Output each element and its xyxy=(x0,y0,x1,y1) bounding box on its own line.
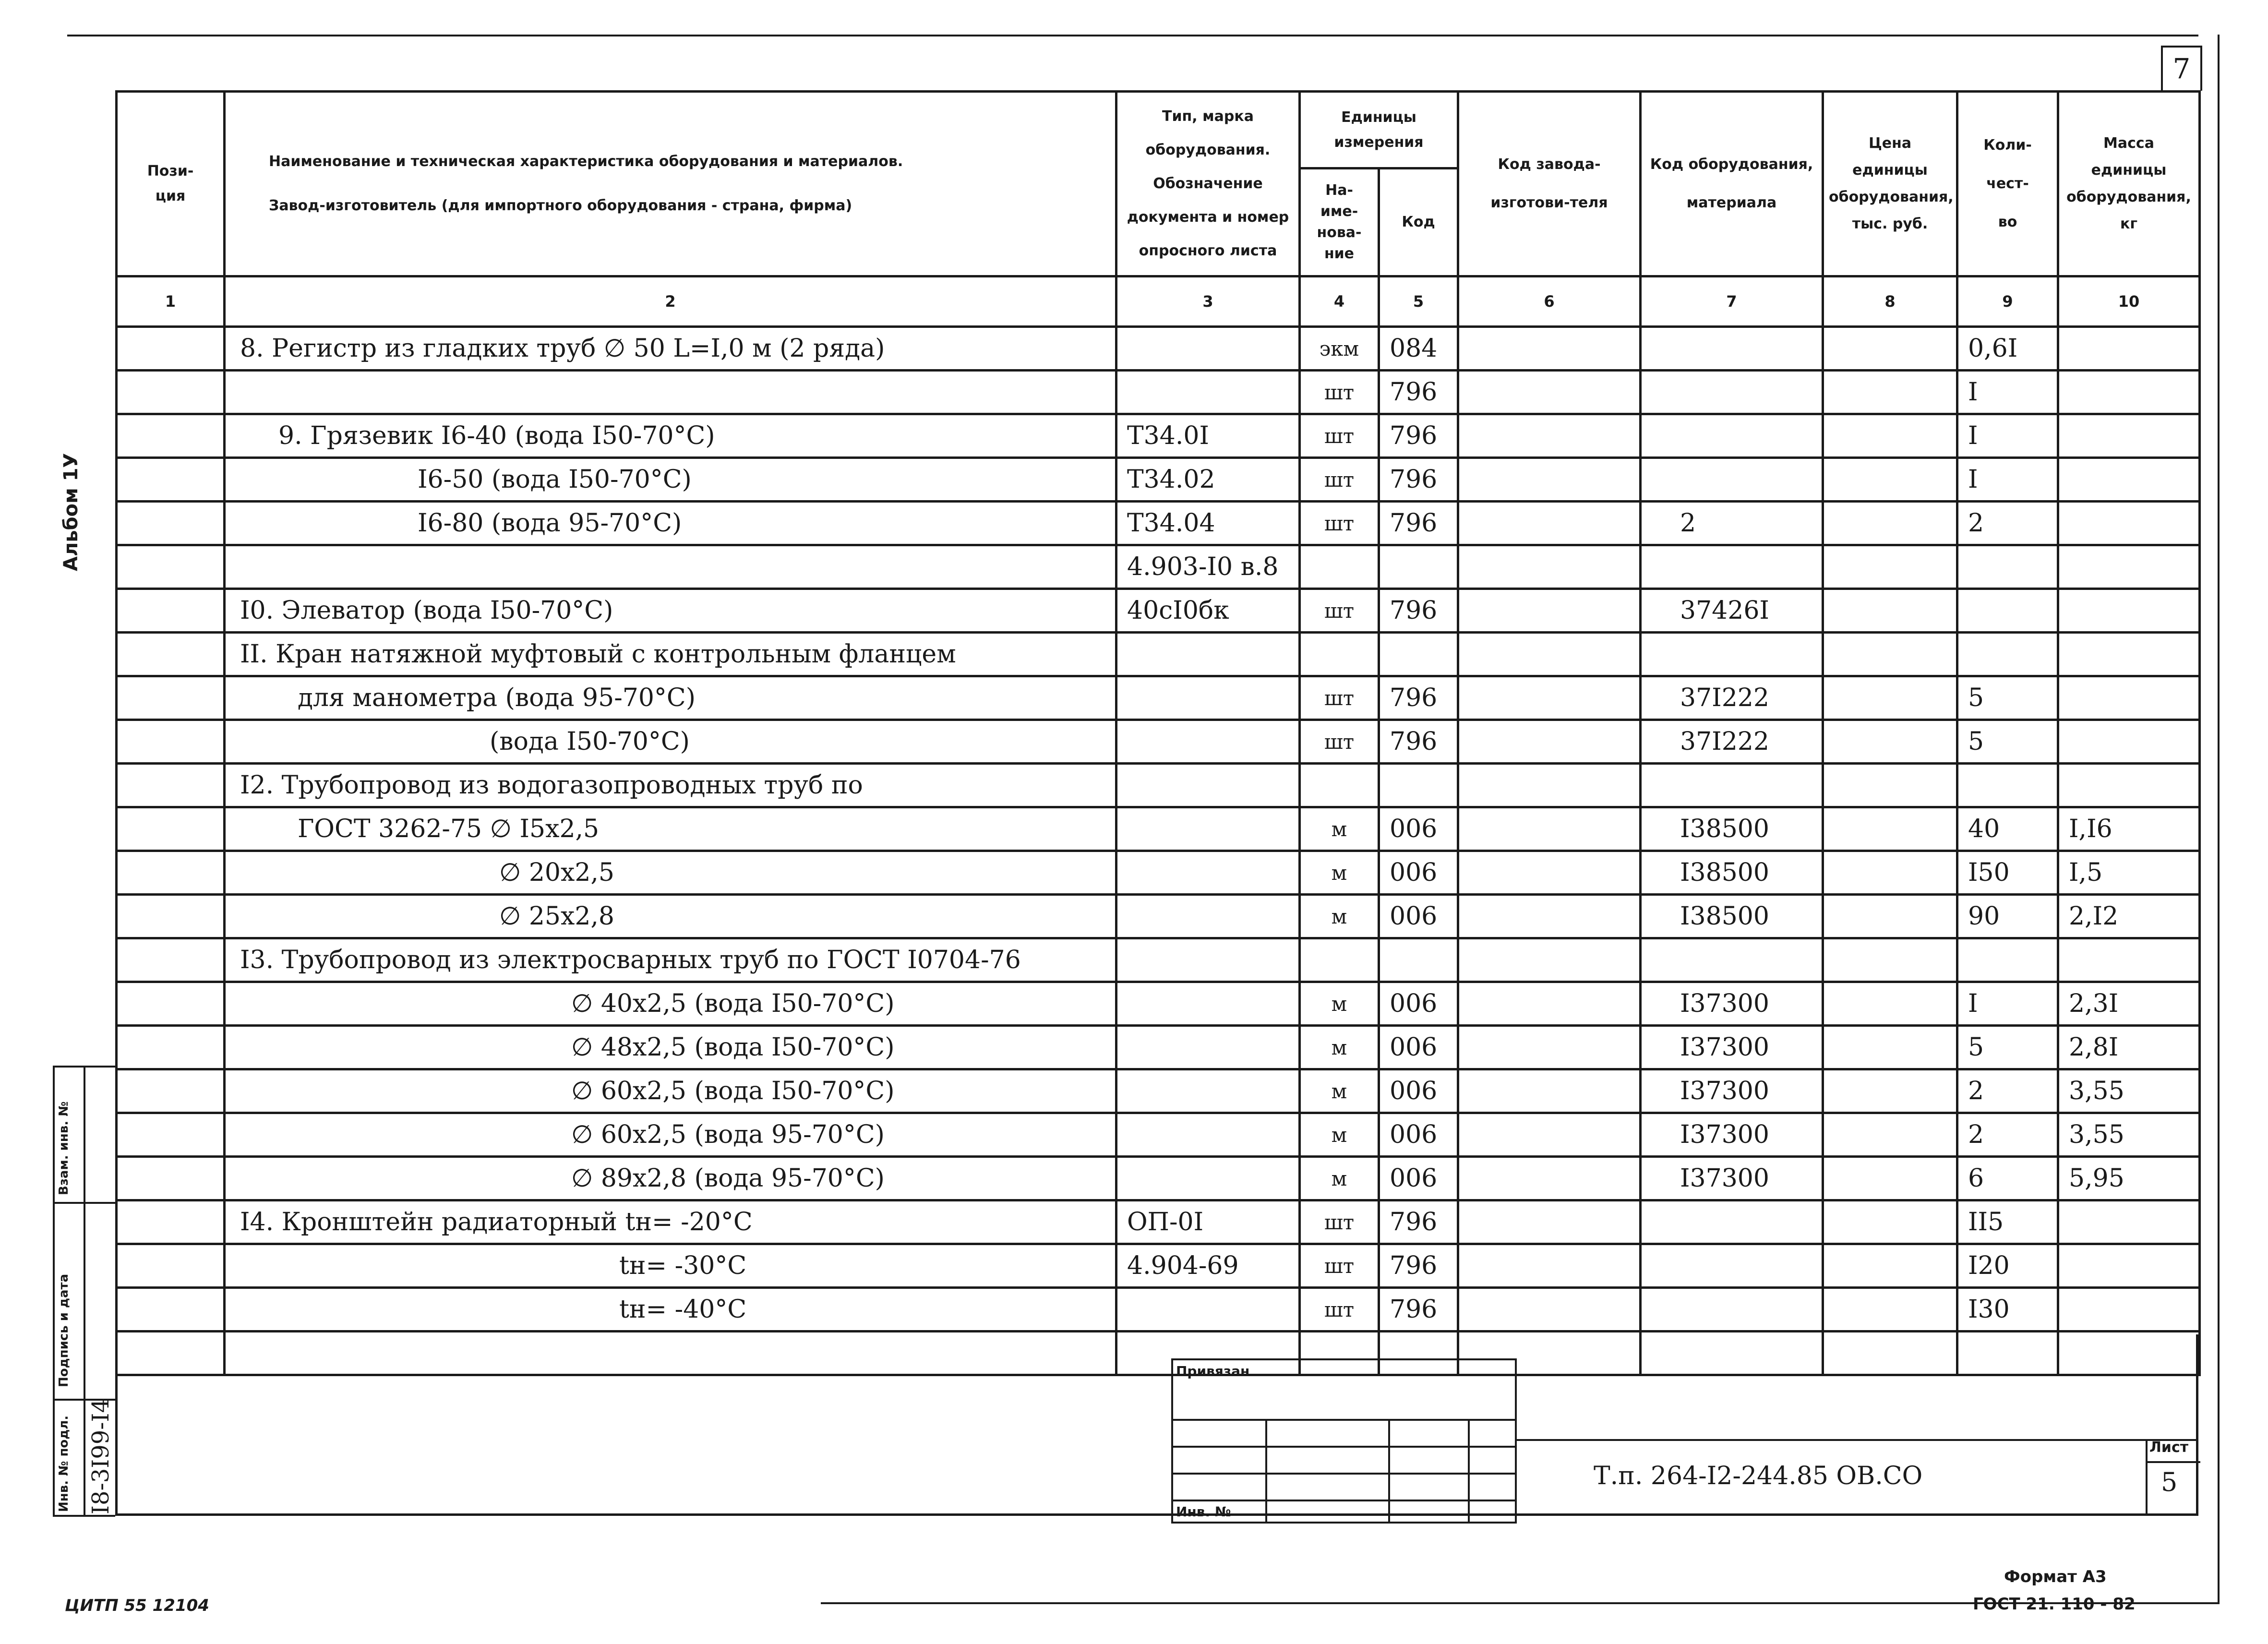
cell-qty: 90 xyxy=(1957,895,2058,938)
cell-code: 796 xyxy=(1379,458,1458,502)
cell-code: 006 xyxy=(1379,1026,1458,1069)
cell-code: 006 xyxy=(1379,1113,1458,1157)
cell-factory xyxy=(1458,633,1641,676)
cell-qty: I xyxy=(1957,371,2058,414)
cell-type xyxy=(1116,764,1300,807)
header-factory-code: Код завода-изготови-теля xyxy=(1458,92,1641,276)
designation-top-line xyxy=(1517,1439,2198,1441)
cell-mass: 2,8I xyxy=(2058,1026,2200,1069)
cell-code xyxy=(1379,633,1458,676)
cell-price xyxy=(1823,938,1957,982)
footer-gost: ГОСТ 21. 110 - 82 xyxy=(1973,1595,2136,1614)
colnum-7: 7 xyxy=(1641,276,1823,327)
table-row xyxy=(117,895,2200,938)
cell-factory xyxy=(1458,938,1641,982)
cell-mat: I37300 xyxy=(1641,1069,1823,1113)
cell-type xyxy=(1116,327,1300,371)
cell-price xyxy=(1823,807,1957,851)
cell-factory xyxy=(1458,371,1641,414)
table-row xyxy=(117,1288,2200,1332)
sheet-value: 5 xyxy=(2161,1467,2178,1497)
cell-qty: 2 xyxy=(1957,502,2058,545)
colnum-5: 5 xyxy=(1379,276,1458,327)
cell-factory xyxy=(1458,764,1641,807)
cell-pos xyxy=(117,633,225,676)
cell-mass xyxy=(2058,1200,2200,1244)
cell-price xyxy=(1823,633,1957,676)
cell-factory xyxy=(1458,502,1641,545)
cell-code: 796 xyxy=(1379,414,1458,458)
cell-qty: II5 xyxy=(1957,1200,2058,1244)
attached-stamp xyxy=(1171,1358,1517,1524)
cell-mass xyxy=(2058,720,2200,764)
cell-pos xyxy=(117,851,225,895)
cell-name: ∅ 89х2,8 (вода 95-70°С) xyxy=(225,1157,1116,1200)
cell-qty: I xyxy=(1957,982,2058,1026)
footer-left: ЦИТП 55 12104 xyxy=(65,1596,209,1615)
cell-factory xyxy=(1458,720,1641,764)
sheet-box xyxy=(2146,1439,2198,1516)
cell-factory xyxy=(1458,1288,1641,1332)
cell-unit: шт xyxy=(1300,414,1379,458)
cell-pos xyxy=(117,720,225,764)
colnum-4: 4 xyxy=(1300,276,1379,327)
table-row xyxy=(117,1157,2200,1200)
cell-pos xyxy=(117,895,225,938)
cell-pos xyxy=(117,1113,225,1157)
cell-mass xyxy=(2058,633,2200,676)
cell-code: 796 xyxy=(1379,589,1458,633)
cell-type xyxy=(1116,938,1300,982)
cell-type: ОП-0I xyxy=(1116,1200,1300,1244)
album-label: Альбом 1У xyxy=(60,453,82,571)
cell-qty xyxy=(1957,938,2058,982)
cell-type: 40сI0бк xyxy=(1116,589,1300,633)
cell-mat xyxy=(1641,414,1823,458)
cell-mass: 5,95 xyxy=(2058,1157,2200,1200)
cell-code: 796 xyxy=(1379,1288,1458,1332)
cell-price xyxy=(1823,1288,1957,1332)
cell-type xyxy=(1116,851,1300,895)
cell-name: ∅ 25х2,8 xyxy=(225,895,1116,938)
cell-qty: 5 xyxy=(1957,676,2058,720)
cell-name: I4. Кронштейн радиаторный tн= -20°С xyxy=(225,1200,1116,1244)
cell-pos xyxy=(117,1026,225,1069)
spec-table xyxy=(115,90,2201,1376)
cell-pos xyxy=(117,458,225,502)
table-row xyxy=(117,458,2200,502)
cell-pos xyxy=(117,982,225,1026)
cell-unit: шт xyxy=(1300,1288,1379,1332)
cell-mass: 3,55 xyxy=(2058,1113,2200,1157)
cell-price xyxy=(1823,545,1957,589)
cell-unit: шт xyxy=(1300,589,1379,633)
cell-unit xyxy=(1300,545,1379,589)
cell-mat xyxy=(1641,1200,1823,1244)
cell-qty: I xyxy=(1957,458,2058,502)
cell-factory xyxy=(1458,327,1641,371)
header-unit-name: На- име- нова- ние xyxy=(1300,168,1379,276)
cell-code: 006 xyxy=(1379,895,1458,938)
cell-unit: м xyxy=(1300,1026,1379,1069)
cell-pos xyxy=(117,327,225,371)
cell-mat: I37300 xyxy=(1641,982,1823,1026)
table-row xyxy=(117,764,2200,807)
cell-pos xyxy=(117,764,225,807)
cell-mat: I37300 xyxy=(1641,1026,1823,1069)
table-row xyxy=(117,1200,2200,1244)
cell-mat: I37300 xyxy=(1641,1157,1823,1200)
cell-mass xyxy=(2058,676,2200,720)
cell-mat: 37I222 xyxy=(1641,676,1823,720)
cell-price xyxy=(1823,327,1957,371)
cell-qty xyxy=(1957,589,2058,633)
cell-qty: 5 xyxy=(1957,720,2058,764)
cell-code: 796 xyxy=(1379,371,1458,414)
colnum-10: 10 xyxy=(2058,276,2200,327)
sheet-corner-number: 7 xyxy=(2161,46,2202,91)
cell-mat xyxy=(1641,1288,1823,1332)
cell-factory xyxy=(1458,1113,1641,1157)
cell-name: для манометра (вода 95-70°С) xyxy=(225,676,1116,720)
cell-mass: I,5 xyxy=(2058,851,2200,895)
cell-factory xyxy=(1458,982,1641,1026)
cell-qty: I20 xyxy=(1957,1244,2058,1288)
cell-code xyxy=(1379,938,1458,982)
cell-type xyxy=(1116,982,1300,1026)
footer-format: Формат А3 xyxy=(2004,1567,2107,1586)
cell-qty: I30 xyxy=(1957,1288,2058,1332)
cell-mass xyxy=(2058,589,2200,633)
table-row xyxy=(117,371,2200,414)
cell-mass xyxy=(2058,414,2200,458)
frame-right xyxy=(2218,35,2220,1604)
table-row xyxy=(117,1026,2200,1069)
header-units: Единицы измерения xyxy=(1300,92,1458,168)
cell-price xyxy=(1823,982,1957,1026)
side-replaced-inv: Взам. инв. № xyxy=(57,1101,71,1195)
cell-code: 006 xyxy=(1379,851,1458,895)
cell-mass xyxy=(2058,938,2200,982)
cell-unit xyxy=(1300,764,1379,807)
cell-factory xyxy=(1458,1069,1641,1113)
cell-pos xyxy=(117,676,225,720)
cell-qty: 2 xyxy=(1957,1113,2058,1157)
cell-price xyxy=(1823,371,1957,414)
cell-unit: шт xyxy=(1300,1244,1379,1288)
cell-type: Т34.02 xyxy=(1116,458,1300,502)
table-row xyxy=(117,414,2200,458)
cell-name: ГОСТ 3262-75 ∅ I5х2,5 xyxy=(225,807,1116,851)
cell-type xyxy=(1116,1113,1300,1157)
header-unit-code: Код xyxy=(1379,168,1458,276)
header-material-code: Код оборудования, материала xyxy=(1641,92,1823,276)
cell-code: 006 xyxy=(1379,1069,1458,1113)
colnum-6: 6 xyxy=(1458,276,1641,327)
cell-qty: I xyxy=(1957,414,2058,458)
cell-name: II. Кран натяжной муфтовый с контрольным фланцем xyxy=(225,633,1116,676)
cell-mass xyxy=(2058,371,2200,414)
colnum-3: 3 xyxy=(1116,276,1300,327)
cell-unit: м xyxy=(1300,851,1379,895)
cell-factory xyxy=(1458,545,1641,589)
cell-mat: I37300 xyxy=(1641,1113,1823,1157)
cell-code: 006 xyxy=(1379,1157,1458,1200)
cell-type: Т34.04 xyxy=(1116,502,1300,545)
cell-factory xyxy=(1458,458,1641,502)
cell-mass xyxy=(2058,545,2200,589)
cell-pos xyxy=(117,938,225,982)
cell-mass: 3,55 xyxy=(2058,1069,2200,1113)
cell-code: 796 xyxy=(1379,502,1458,545)
cell-type: Т34.0I xyxy=(1116,414,1300,458)
cell-mass xyxy=(2058,764,2200,807)
cell-qty xyxy=(1957,545,2058,589)
cell-unit: м xyxy=(1300,895,1379,938)
cell-type xyxy=(1116,1157,1300,1200)
cell-mat xyxy=(1641,633,1823,676)
cell-pos xyxy=(117,1288,225,1332)
cell-price xyxy=(1823,502,1957,545)
designation: Т.п. 264-I2-244.85 ОВ.СО xyxy=(1594,1462,1923,1490)
cell-mass xyxy=(2058,327,2200,371)
cell-unit: шт xyxy=(1300,458,1379,502)
cell-name: I0. Элеватор (вода I50-70°С) xyxy=(225,589,1116,633)
cell-qty: 6 xyxy=(1957,1157,2058,1200)
cell-unit: м xyxy=(1300,1069,1379,1113)
cell-name: 8. Регистр из гладких труб ∅ 50 L=I,0 м (2 ряда) xyxy=(225,327,1116,371)
cell-qty xyxy=(1957,764,2058,807)
side-inv-value: I8-3I99-I4 xyxy=(87,1398,114,1514)
cell-unit: шт xyxy=(1300,720,1379,764)
cell-price xyxy=(1823,589,1957,633)
cell-price xyxy=(1823,458,1957,502)
cell-qty: 2 xyxy=(1957,1069,2058,1113)
header-name: Наименование и техническая характеристика оборудования и материалов. Завод-изготовитель (для импортного оборудования - страна, фирма) xyxy=(225,92,1116,276)
cell-name: 9. Грязевик I6-40 (вода I50-70°С) xyxy=(225,414,1116,458)
cell-code xyxy=(1379,545,1458,589)
table-row xyxy=(117,1069,2200,1113)
cell-unit xyxy=(1300,633,1379,676)
cell-price xyxy=(1823,1200,1957,1244)
cell-factory xyxy=(1458,589,1641,633)
table-row xyxy=(117,938,2200,982)
cell-qty xyxy=(1957,633,2058,676)
header-qty: Коли- чест- во xyxy=(1957,92,2058,276)
cell-code: 084 xyxy=(1379,327,1458,371)
cell-name: ∅ 60х2,5 (вода I50-70°С) xyxy=(225,1069,1116,1113)
cell-price xyxy=(1823,1069,1957,1113)
cell-qty: 0,6I xyxy=(1957,327,2058,371)
cell-name: I6-80 (вода 95-70°С) xyxy=(225,502,1116,545)
cell-code: 796 xyxy=(1379,1244,1458,1288)
cell-code: 006 xyxy=(1379,807,1458,851)
cell-mass: I,I6 xyxy=(2058,807,2200,851)
cell-factory xyxy=(1458,1244,1641,1288)
cell-mass xyxy=(2058,458,2200,502)
cell-type xyxy=(1116,1288,1300,1332)
cell-type xyxy=(1116,1026,1300,1069)
table-row xyxy=(117,1113,2200,1157)
inv-no-label: Инв. № xyxy=(1172,1500,1266,1523)
table-row xyxy=(117,502,2200,545)
cell-unit: шт xyxy=(1300,371,1379,414)
cell-pos xyxy=(117,1069,225,1113)
cell-type xyxy=(1116,807,1300,851)
cell-mass: 2,I2 xyxy=(2058,895,2200,938)
cell-unit: шт xyxy=(1300,1200,1379,1244)
cell-type xyxy=(1116,633,1300,676)
cell-code: 006 xyxy=(1379,982,1458,1026)
cell-qty: 5 xyxy=(1957,1026,2058,1069)
cell-mat: I38500 xyxy=(1641,895,1823,938)
colnum-1: 1 xyxy=(117,276,225,327)
cell-mass xyxy=(2058,502,2200,545)
cell-unit: м xyxy=(1300,1157,1379,1200)
table-row xyxy=(117,851,2200,895)
cell-unit: шт xyxy=(1300,502,1379,545)
cell-unit: м xyxy=(1300,807,1379,851)
cell-unit: м xyxy=(1300,1113,1379,1157)
cell-pos xyxy=(117,502,225,545)
cell-unit: шт xyxy=(1300,676,1379,720)
cell-unit: м xyxy=(1300,982,1379,1026)
cell-pos xyxy=(117,371,225,414)
cell-code xyxy=(1379,764,1458,807)
cell-mass xyxy=(2058,1288,2200,1332)
cell-pos xyxy=(117,589,225,633)
cell-code: 796 xyxy=(1379,1200,1458,1244)
cell-price xyxy=(1823,1113,1957,1157)
cell-name xyxy=(225,545,1116,589)
cell-mat xyxy=(1641,764,1823,807)
cell-factory xyxy=(1458,414,1641,458)
cell-qty: I50 xyxy=(1957,851,2058,895)
cell-mass xyxy=(2058,1244,2200,1288)
table-row xyxy=(117,1244,2200,1288)
frame-top xyxy=(67,35,2198,36)
table-row xyxy=(117,327,2200,371)
cell-type xyxy=(1116,1069,1300,1113)
cell-code: 796 xyxy=(1379,720,1458,764)
colnum-2: 2 xyxy=(225,276,1116,327)
cell-name: tн= -30°С xyxy=(225,1244,1116,1288)
cell-name: ∅ 20х2,5 xyxy=(225,851,1116,895)
header-row-1 xyxy=(117,92,2200,168)
cell-price xyxy=(1823,1157,1957,1200)
cell-pos xyxy=(117,1200,225,1244)
cell-price xyxy=(1823,720,1957,764)
header-position: Пози- ция xyxy=(117,92,225,276)
cell-factory xyxy=(1458,1157,1641,1200)
cell-name: I2. Трубопровод из водогазопроводных труб по xyxy=(225,764,1116,807)
cell-mat: I38500 xyxy=(1641,851,1823,895)
cell-mat xyxy=(1641,327,1823,371)
cell-pos xyxy=(117,414,225,458)
cell-mat xyxy=(1641,938,1823,982)
cell-pos xyxy=(117,1157,225,1200)
table-row xyxy=(117,720,2200,764)
cell-mat: 37426I xyxy=(1641,589,1823,633)
cell-mat xyxy=(1641,1244,1823,1288)
cell-name xyxy=(225,371,1116,414)
cell-name: tн= -40°С xyxy=(225,1288,1116,1332)
cell-unit xyxy=(1300,938,1379,982)
cell-name: I3. Трубопровод из электросварных труб по ГОСТ I0704-76 xyxy=(225,938,1116,982)
cell-price xyxy=(1823,1244,1957,1288)
cell-name: ∅ 60х2,5 (вода 95-70°С) xyxy=(225,1113,1116,1157)
cell-pos xyxy=(117,807,225,851)
cell-name: (вода I50-70°С) xyxy=(225,720,1116,764)
colnum-9: 9 xyxy=(1957,276,2058,327)
cell-price xyxy=(1823,764,1957,807)
spec-body xyxy=(117,327,2200,1375)
header-price: Цена единицы оборудования, тыс. руб. xyxy=(1823,92,1957,276)
table-row xyxy=(117,545,2200,589)
cell-price xyxy=(1823,895,1957,938)
cell-name: ∅ 40х2,5 (вода I50-70°С) xyxy=(225,982,1116,1026)
cell-pos xyxy=(117,1244,225,1288)
cell-factory xyxy=(1458,1200,1641,1244)
table-row xyxy=(117,633,2200,676)
table-row xyxy=(117,589,2200,633)
side-signature-date: Подпись и дата xyxy=(57,1273,71,1387)
cell-type: 4.904-69 xyxy=(1116,1244,1300,1288)
cell-type xyxy=(1116,895,1300,938)
column-numbers-row xyxy=(117,276,2200,327)
cell-type xyxy=(1116,720,1300,764)
cell-mat xyxy=(1641,458,1823,502)
cell-mat: I38500 xyxy=(1641,807,1823,851)
colnum-8: 8 xyxy=(1823,276,1957,327)
cell-name: ∅ 48х2,5 (вода I50-70°С) xyxy=(225,1026,1116,1069)
table-row xyxy=(117,676,2200,720)
cell-unit: экм xyxy=(1300,327,1379,371)
cell-pos xyxy=(117,545,225,589)
side-inv-original: Инв. № подл. xyxy=(57,1415,71,1512)
cell-mass: 2,3I xyxy=(2058,982,2200,1026)
cell-mat: 37I222 xyxy=(1641,720,1823,764)
cell-factory xyxy=(1458,1026,1641,1069)
header-type: Тип, марка оборудования. Обозначение документа и номер опросного листа xyxy=(1116,92,1300,276)
cell-price xyxy=(1823,1026,1957,1069)
cell-price xyxy=(1823,414,1957,458)
cell-qty: 40 xyxy=(1957,807,2058,851)
cell-factory xyxy=(1458,807,1641,851)
table-row xyxy=(117,982,2200,1026)
cell-price xyxy=(1823,851,1957,895)
cell-factory xyxy=(1458,676,1641,720)
sheet-label: Лист xyxy=(2149,1439,2189,1456)
cell-factory xyxy=(1458,851,1641,895)
cell-price xyxy=(1823,676,1957,720)
cell-mat xyxy=(1641,545,1823,589)
cell-factory xyxy=(1458,895,1641,938)
cell-type xyxy=(1116,676,1300,720)
cell-code: 796 xyxy=(1379,676,1458,720)
header-mass: Масса единицы оборудования, кг xyxy=(2058,92,2200,276)
cell-type: 4.903-I0 в.8 xyxy=(1116,545,1300,589)
cell-type xyxy=(1116,371,1300,414)
cell-mat xyxy=(1641,371,1823,414)
cell-mat: 2 xyxy=(1641,502,1823,545)
table-row xyxy=(117,807,2200,851)
cell-name: I6-50 (вода I50-70°С) xyxy=(225,458,1116,502)
attached-label: Привязан xyxy=(1172,1359,1516,1420)
